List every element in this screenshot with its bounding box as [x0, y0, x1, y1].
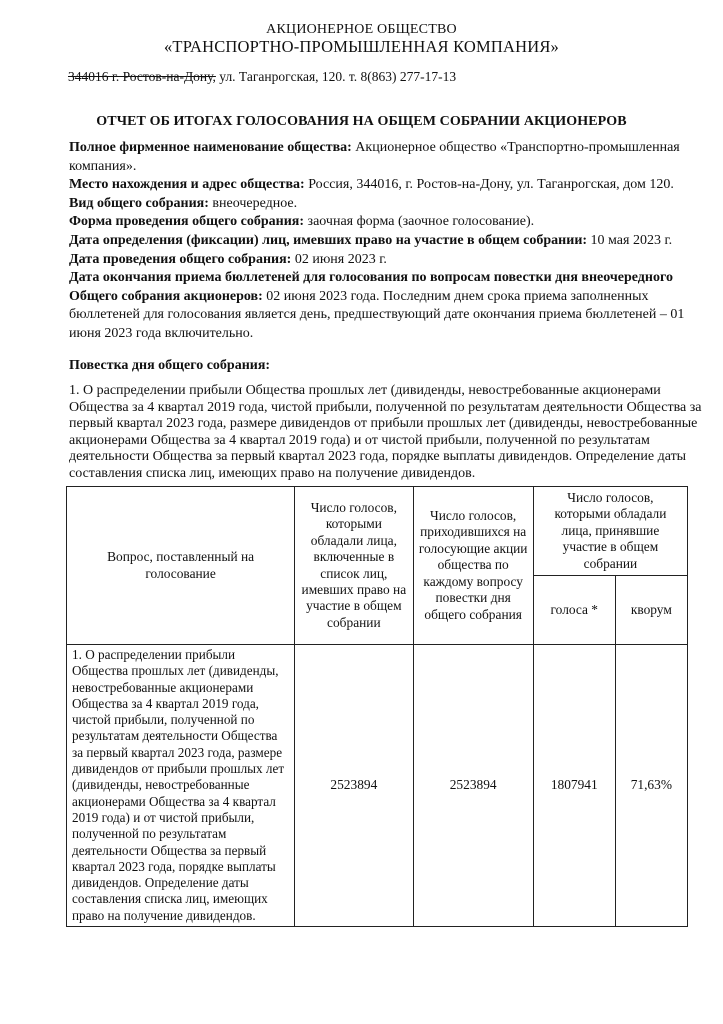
field-ballot-deadline: Дата окончания приема бюллетеней для голосования по вопросам повестки дня внеочередного Общего собрания акционеров: 02 июня 2023 года. Последним днем срока приема заполненных бюллетеней для голосования является день, предшествующий дате окончания приема бюллетеней – 01 июня 2023 года включительно.: [69, 270, 685, 341]
table-row: [67, 645, 688, 927]
row-per-question-votes: 2523894: [413, 645, 533, 927]
field-meeting-form: Форма проведения общего собрания: заочная форма (заочное голосование).: [69, 214, 535, 230]
address-struck-part: 344016 г. Ростов-на-Дону,: [68, 69, 216, 84]
field-location: Место нахождения и адрес общества: Россия, 344016, г. Ростов-на-Дону, ул. Таганрогская, дом 120.: [69, 177, 674, 193]
header-eligible-votes: Число голосов, которыми обладали лица, включенные в список лиц, имевших право на участие в общем собрании: [295, 487, 413, 645]
address-rest: ул. Таганрогская, 120. т. 8(863) 277-17-13: [215, 69, 457, 84]
agenda-heading: Повестка дня общего собрания:: [69, 358, 271, 373]
voting-results-table: [66, 486, 688, 927]
table-header-row: [67, 487, 688, 576]
field-record-date: Дата определения (фиксации) лиц, имевших право на участие в общем собрании: 10 мая 2023 г.: [69, 232, 673, 248]
header-participated-votes: Число голосов, которыми обладали лица, принявшие участие в общем собрании: [533, 487, 687, 576]
row-votes: 1807941: [533, 645, 615, 927]
company-type-heading: АКЦИОНЕРНОЕ ОБЩЕСТВО: [266, 22, 457, 37]
header-per-question-votes: Число голосов, приходившихся на голосующие акции общества по каждому вопросу повестки дня общего собрания: [413, 487, 533, 645]
header-votes: голоса *: [533, 576, 615, 645]
field-meeting-date: Дата проведения общего собрания: 02 июня 2023 г.: [69, 251, 387, 267]
header-question: Вопрос, поставленный на голосование: [67, 487, 295, 645]
report-details: [69, 139, 709, 344]
row-eligible-votes: 2523894: [295, 645, 413, 927]
company-name-heading: «ТРАНСПОРТНО-ПРОМЫШЛЕННАЯ КОМПАНИЯ»: [163, 37, 559, 56]
header-quorum: кворум: [615, 576, 687, 645]
company-address-line: [68, 69, 456, 85]
row-quorum: 71,63%: [615, 645, 687, 927]
row-question: 1. О распределении прибыли Общества прошлых лет (дивиденды, невостребованные акционерами Общества за 4 квартал 2019 года, чистой прибыли, полученной по результатам деятельности Общества за первый квартал 2023 года, размере дивидендов от прибыли прошлых лет (дивиденды, невостребованные акционерами Общества за 4 квартал 2019 года) и от чистой прибыли, полученной по результатам деятельности Общества за первый квартал 2023 года, порядке выплаты дивидендов. Определение даты составления списка лиц, имеющих право на получение дивидендов.: [67, 645, 295, 927]
report-title: ОТЧЕТ ОБ ИТОГАХ ГОЛОСОВАНИЯ НА ОБЩЕМ СОБРАНИИ АКЦИОНЕРОВ: [96, 114, 627, 129]
agenda-item-1: 1. О распределении прибыли Общества прошлых лет (дивиденды, невостребованные акционерами Общества за 4 квартал 2019 года, чистой прибыли, полученной по результатам деятельности Общества за первый квартал 2023 года, размере дивидендов от прибыли прошлых лет (дивиденды, невостребованные акционерами Общества за 4 квартал 2019 года) и от чистой прибыли, полученной по результатам деятельности Общества за первый квартал 2023 года, порядке выплаты дивидендов. Определение даты составления списка лиц, имеющих право на получение дивидендов.: [69, 383, 702, 481]
field-company-name: Полное фирменное наименование общества: Акционерное общество «Транспортно-промышленная компания».: [69, 140, 680, 174]
field-meeting-kind: Вид общего собрания: внеочередное.: [69, 195, 298, 211]
